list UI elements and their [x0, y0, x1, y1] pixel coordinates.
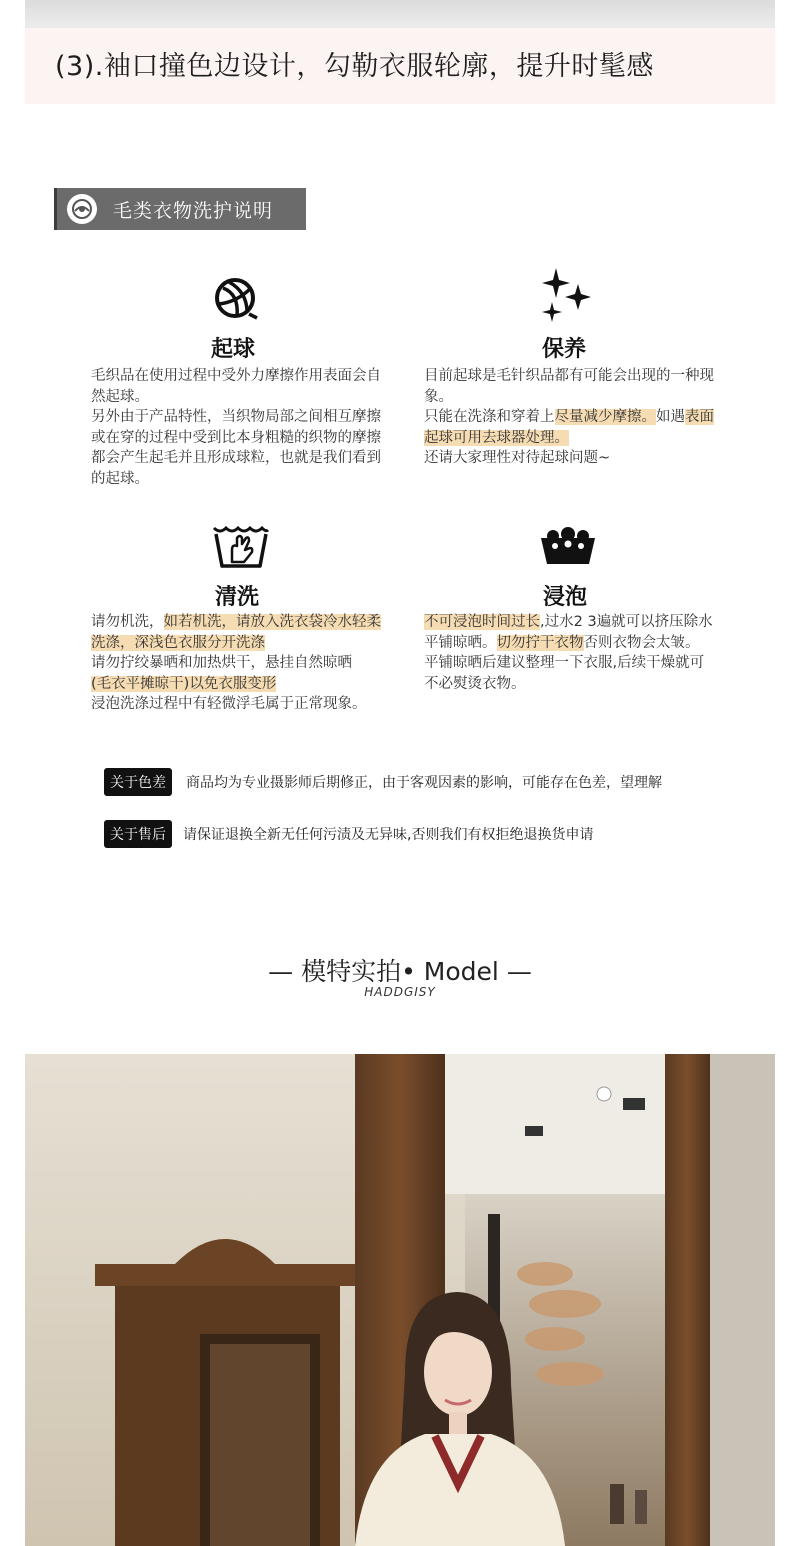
model-section-title: — 模特实拍• Model —	[268, 957, 532, 986]
highlight-flat-dry: (毛衣平摊晾干)以免衣服变形	[91, 675, 277, 692]
care-section-tag	[54, 188, 306, 230]
care-title-washing: 清洗	[215, 585, 260, 610]
care-text-soaking: 不可浸泡时间过长,过水2 3遍就可以挤压除水平铺晾晒。切勿拧干衣物否则衣物会太皱。 平铺晾晒后建议整理一下衣服,后续干燥就可不必熨烫衣物。	[424, 614, 713, 692]
care-title-soaking: 浸泡	[543, 585, 588, 610]
sparkle-icon	[540, 268, 594, 328]
top-image-edge	[25, 0, 775, 28]
yarn-ball-icon	[213, 276, 259, 326]
highlight-pill-remover: 表面起球可用去球器处理。	[424, 409, 714, 446]
highlight-no-long-soak: 不可浸泡时间过长	[424, 614, 540, 630]
care-title-maintenance: 保养	[542, 337, 587, 362]
highlight-no-wring: 切勿拧干衣物	[496, 634, 584, 651]
highlight-wash-bag: 如若机洗，请放入洗衣袋冷水轻柔洗涤，深浅色衣服分开洗涤	[91, 614, 381, 651]
wool-icon	[67, 194, 97, 224]
hand-wash-icon	[212, 524, 270, 572]
care-text-pilling: 毛织品在使用过程中受外力摩擦作用表面会自然起球。 另外由于产品特性，当织物局部之间相互摩擦或在穿的过程中受到比本身粗糙的织物的摩擦都会产生起毛并且形成球粒，也就是我们看到的起球。	[91, 368, 381, 487]
model-photo	[25, 1054, 775, 1546]
color-diff-note: 商品均为专业摄影师后期修正，由于客观因素的影响，可能存在色差，望理解	[186, 775, 662, 791]
after-sales-badge: 关于售后	[104, 820, 172, 848]
model-section-subtitle: HADDGISY	[364, 985, 436, 999]
soak-basin-icon	[539, 526, 597, 570]
care-section-label: 毛类衣物洗护说明	[113, 200, 274, 222]
highlight-reduce-friction: 尽量减少摩擦。	[554, 409, 656, 425]
care-text-maintenance: 目前起球是毛针织品都有可能会出现的一种现象。 只能在洗涤和穿着上尽量减少摩擦。如遇表面起球可用去球器处理。 还请大家理性对待起球问题~	[424, 368, 714, 466]
care-text-washing: 请勿机洗，如若机洗，请放入洗衣袋冷水轻柔洗涤，深浅色衣服分开洗涤 请勿拧绞暴晒和加热烘干，悬挂自然晾晒 (毛衣平摊晾干)以免衣服变形 浸泡洗涤过程中有轻微浮毛属于正常现象。	[91, 614, 381, 712]
after-sales-note: 请保证退换全新无任何污渍及无异味,否则我们有权拒绝退换货申请	[183, 827, 594, 843]
care-title-pilling: 起球	[211, 337, 256, 362]
feature-line: (3).袖口撞色边设计，勾勒衣服轮廓，提升时髦感	[55, 51, 654, 82]
color-diff-badge: 关于色差	[104, 768, 172, 796]
